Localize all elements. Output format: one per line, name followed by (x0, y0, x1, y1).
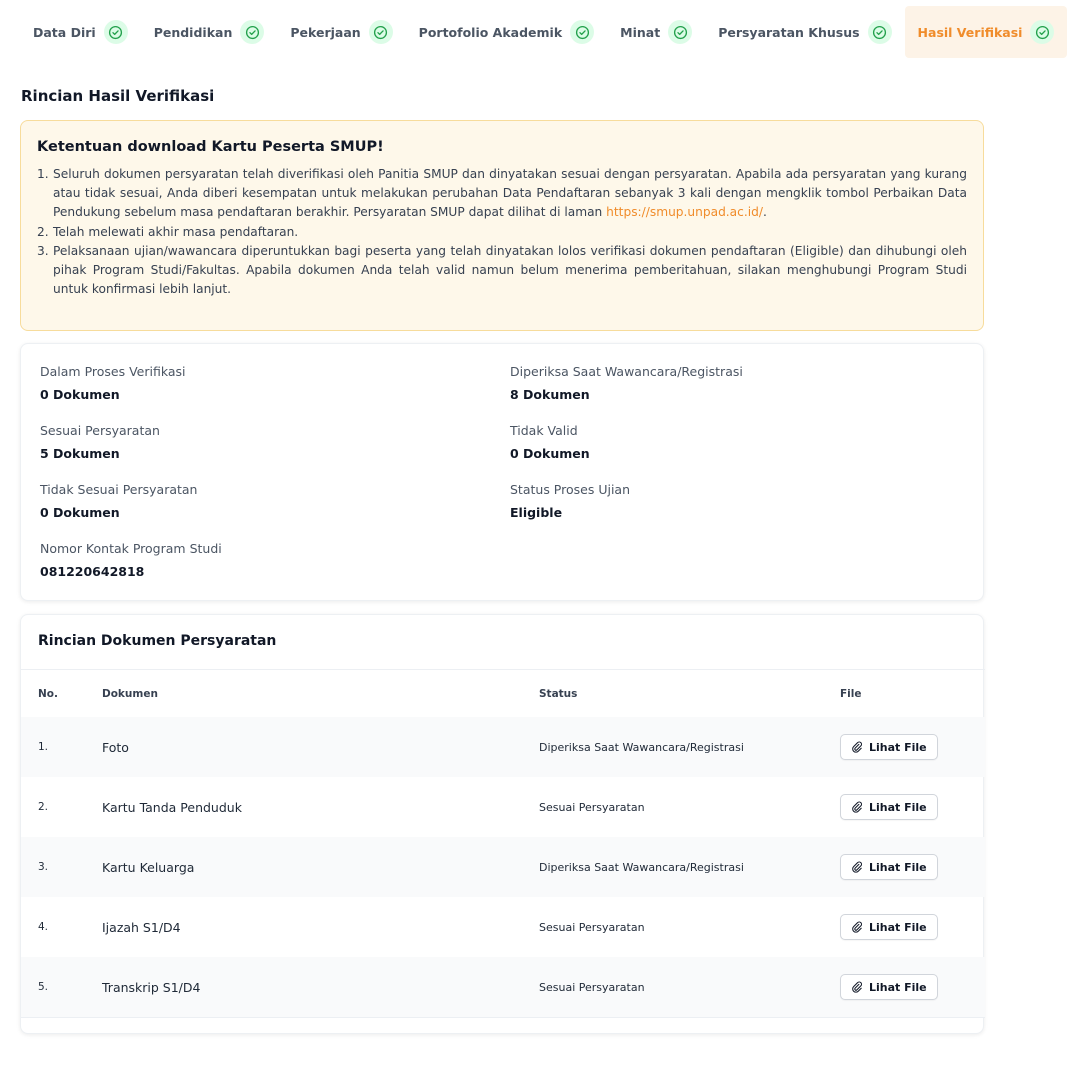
row-no: 2. (38, 801, 49, 813)
row-status: Sesuai Persyaratan (539, 920, 645, 934)
row-no: 4. (38, 921, 49, 933)
row-no: 5. (38, 981, 49, 993)
check-circle-icon (668, 20, 692, 44)
stat-dalam-proses (40, 364, 186, 402)
notice-list (37, 165, 967, 299)
lihat-file-button[interactable] (840, 974, 938, 1000)
smup-link[interactable]: https://smup.unpad.ac.id/ (606, 205, 763, 220)
notice-item-body: Seluruh dokumen persyaratan telah diverifikasi oleh Panitia SMUP dan dinyatakan sesuai dengan persyaratan. Apabila ada persyaratan yang kurang atau tidak sesuai, Anda diberi kesempatan untuk melakukan perubahan Data Pendaftaran sebanyak 3 kali dengan mengklik tombol Perbaikan Data Pendukung sebelum masa pendaftaran berakhir. Persyaratan SMUP dapat dilihat di laman (53, 167, 967, 220)
table-row (21, 837, 985, 897)
table-row (21, 717, 985, 777)
paperclip-icon (851, 981, 863, 993)
notice-item (37, 223, 967, 242)
table-row (21, 777, 985, 837)
table-row-partial (21, 1017, 985, 1077)
button-label: Lihat File (869, 860, 927, 874)
row-status: Sesuai Persyaratan (539, 980, 645, 994)
stat-label: Tidak Sesuai Persyaratan (40, 482, 198, 497)
stat-status-ujian (510, 482, 630, 520)
row-file (840, 717, 938, 777)
tab-pekerjaan[interactable] (277, 6, 405, 58)
notice-item-suffix: . (762, 205, 767, 220)
row-status: Sesuai Persyaratan (539, 800, 645, 814)
stat-value: 081220642818 (40, 564, 145, 579)
paperclip-icon (851, 861, 863, 873)
stat-tidak-sesuai (40, 482, 197, 520)
notice-item-number: 1. (37, 167, 49, 181)
documents-card (20, 614, 984, 1034)
stat-value: 0 Dokumen (40, 505, 120, 520)
step-tabs (20, 6, 1023, 58)
stat-tidak-valid (510, 423, 590, 461)
check-circle-icon (240, 20, 264, 44)
header-file: File (840, 687, 862, 700)
stat-value: 5 Dokumen (40, 446, 120, 461)
tab-portofolio-akademik[interactable] (406, 6, 607, 58)
row-status: Diperiksa Saat Wawancara/Registrasi (539, 860, 744, 874)
notice-item-number: 2. (37, 224, 49, 239)
button-label: Lihat File (869, 920, 927, 934)
notice-item-text: Telah melewati akhir masa pendaftaran. (53, 224, 299, 239)
table-row (21, 897, 985, 957)
button-label: Lihat File (869, 740, 927, 754)
check-circle-icon (1030, 20, 1054, 44)
table-header (21, 669, 985, 717)
stat-diperiksa (510, 364, 743, 402)
check-circle-icon (369, 20, 393, 44)
tab-label: Pendidikan (153, 24, 233, 40)
tab-label: Persyaratan Khusus (718, 24, 860, 40)
stat-value: 0 Dokumen (40, 387, 120, 402)
stat-label: Dalam Proses Verifikasi (40, 364, 186, 379)
row-file (840, 837, 938, 897)
verification-summary-card (20, 343, 984, 601)
button-label: Lihat File (869, 800, 927, 814)
row-no: 1. (38, 741, 49, 753)
check-circle-icon (104, 20, 128, 44)
row-status: Diperiksa Saat Wawancara/Registrasi (539, 740, 744, 754)
notice-item (37, 242, 967, 300)
lihat-file-button[interactable] (840, 794, 938, 820)
tab-hasil-verifikasi[interactable] (905, 6, 1067, 58)
tab-label: Hasil Verifikasi (917, 24, 1023, 40)
notice-item-text (53, 165, 967, 223)
row-dokumen: Kartu Tanda Penduduk (102, 799, 242, 815)
row-no: 3. (38, 861, 49, 873)
notice-box (20, 120, 984, 331)
stat-label: Nomor Kontak Program Studi (40, 541, 222, 556)
header-dokumen: Dokumen (102, 687, 158, 700)
stat-value: 8 Dokumen (510, 387, 590, 402)
tab-label: Data Diri (33, 24, 96, 40)
paperclip-icon (851, 921, 863, 933)
check-circle-icon (868, 20, 892, 44)
tab-pendidikan[interactable] (141, 6, 278, 58)
row-dokumen: Transkrip S1/D4 (102, 979, 201, 995)
lihat-file-button[interactable] (840, 734, 938, 760)
stat-value: Eligible (510, 505, 563, 520)
notice-item-number: 3. (37, 243, 49, 258)
page-title: Rincian Hasil Verifikasi (21, 87, 215, 105)
row-file (840, 777, 938, 837)
stat-value: 0 Dokumen (510, 446, 590, 461)
paperclip-icon (851, 801, 863, 813)
notice-item (37, 165, 967, 223)
check-circle-icon (570, 20, 594, 44)
documents-title: Rincian Dokumen Persyaratan (38, 633, 277, 649)
lihat-file-button[interactable] (840, 914, 938, 940)
header-status: Status (539, 687, 578, 700)
row-dokumen: Ijazah S1/D4 (102, 919, 181, 935)
row-dokumen: Foto (102, 739, 129, 755)
notice-item-text: Pelaksanaan ujian/wawancara diperuntukkan bagi peserta yang telah dinyatakan lolos verifikasi dokumen pendaftaran (Eligible) dan dihubungi oleh pihak Program Studi/Fakultas. Apabila dokumen Anda telah valid namun belum menerima pemberitahuan, silakan menghubungi Program Studi untuk konfirmasi lebih lanjut. (53, 243, 967, 297)
row-file (840, 897, 938, 957)
notice-title: Ketentuan download Kartu Peserta SMUP! (37, 139, 384, 155)
paperclip-icon (851, 741, 863, 753)
table-row (21, 957, 985, 1017)
stat-label: Status Proses Ujian (510, 482, 631, 497)
tab-data-diri[interactable] (20, 6, 141, 58)
stat-sesuai (40, 423, 160, 461)
stat-kontak (40, 541, 222, 579)
stat-label: Tidak Valid (510, 423, 578, 438)
header-no: No. (38, 687, 58, 700)
tab-persyaratan-khusus[interactable] (705, 6, 904, 58)
tab-label: Minat (620, 24, 661, 40)
row-file (840, 957, 938, 1017)
lihat-file-button[interactable] (840, 854, 938, 880)
tab-minat[interactable] (607, 6, 705, 58)
stat-label: Sesuai Persyaratan (40, 423, 160, 438)
tab-label: Portofolio Akademik (418, 24, 563, 40)
button-label: Lihat File (869, 980, 927, 994)
tab-label: Pekerjaan (290, 24, 361, 40)
row-dokumen: Kartu Keluarga (102, 859, 195, 875)
stat-label: Diperiksa Saat Wawancara/Registrasi (510, 364, 743, 379)
